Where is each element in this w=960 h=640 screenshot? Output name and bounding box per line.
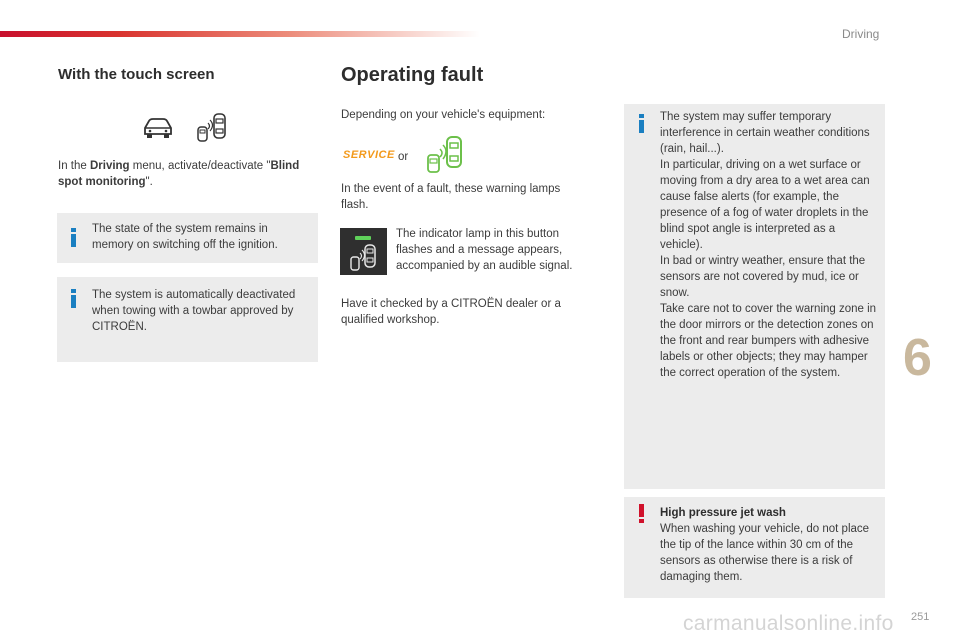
interference-line-1: The system may suffer temporary interference in certain weather conditions (rain, hail...). xyxy=(660,111,870,155)
blind-spot-icon xyxy=(349,244,379,272)
interference-line-3: In bad or wintry weather, ensure that the sensors are not covered by mud, ice or snow. xyxy=(660,255,866,299)
intro-text: In the xyxy=(58,160,90,172)
interference-line-2: In particular, driving on a wet surface or moving from a dry area to a wet area can cause false alerts (for example, the presence of a fog of water droplets in the blind spot angle is interpreted as a vehicle). xyxy=(660,159,870,251)
interference-line-4: Take care not to cover the warning zone in the door mirrors or the detection zones on the front and rear bumpers with adhesive labels or other objects; they may hamper the correct operation of the system. xyxy=(660,303,877,379)
info-icon xyxy=(639,114,644,133)
touch-intro xyxy=(58,158,320,190)
interference-text xyxy=(660,109,880,381)
info-memory-text: The state of the system remains in memory on switching off the ignition. xyxy=(92,223,278,251)
header-accent-bar xyxy=(0,31,480,37)
button-lamp-text: The indicator lamp in this button flashes and a message appears, accompanied by an audible signal. xyxy=(396,228,573,272)
service-icon: SERVICE xyxy=(343,149,395,161)
jet-wash-title: High pressure jet wash xyxy=(660,507,786,519)
blind-spot-monitoring-label: Blind spot monitoring xyxy=(58,160,300,188)
blind-spot-lamp-icon xyxy=(425,136,465,174)
checked-text: Have it checked by a CITROËN dealer or a qualified workshop. xyxy=(341,298,561,326)
warning-box-jet-wash xyxy=(624,497,885,598)
intro-text: ". xyxy=(145,176,153,188)
chapter-number: 6 xyxy=(903,329,932,387)
jet-wash-text: When washing your vehicle, do not place the tip of the lance within 30 cm of the sensors as otherwise there is a risk of damaging them. xyxy=(660,523,870,583)
info-box-memory xyxy=(57,213,318,263)
operating-fault-heading: Operating fault xyxy=(341,64,484,86)
watermark: carmanualsonline.info xyxy=(683,612,894,635)
info-box-interference xyxy=(624,104,885,489)
warning-icon xyxy=(639,504,644,523)
indicator-button-icon xyxy=(340,228,387,275)
info-box-towbar xyxy=(57,277,318,362)
indicator-led xyxy=(355,236,371,240)
blind-spot-icon xyxy=(196,113,228,143)
driving-menu-label: Driving xyxy=(89,160,130,172)
touch-screen-heading: With the touch screen xyxy=(58,66,215,83)
intro-text: menu, activate/deactivate " xyxy=(129,160,271,172)
info-icon xyxy=(71,228,76,247)
equipment-text: Depending on your vehicle's equipment: xyxy=(341,109,546,121)
fault-flash-text: In the event of a fault, these warning lamps flash. xyxy=(341,183,561,211)
info-icon xyxy=(71,289,76,308)
or-text: or xyxy=(398,151,409,163)
car-icon xyxy=(142,117,174,139)
page-number: 251 xyxy=(911,611,930,623)
info-towbar-text: The system is automatically deactivated when towing with a towbar approved by CITROËN. xyxy=(92,289,296,333)
section-title: Driving xyxy=(842,27,880,41)
